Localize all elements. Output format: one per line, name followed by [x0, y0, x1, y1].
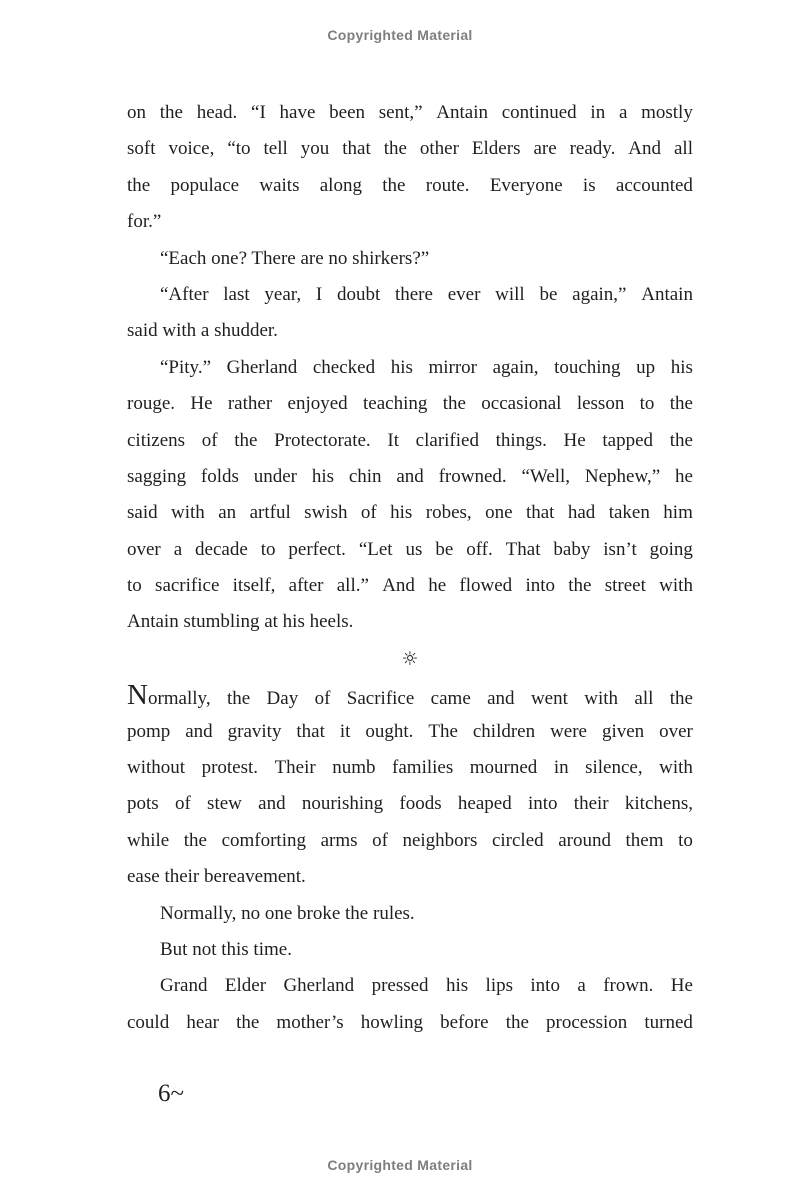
word: there [394, 283, 433, 305]
word: tapped [602, 429, 654, 451]
word: clarified [415, 429, 479, 451]
word: nourishing [301, 793, 384, 815]
word: “I [251, 102, 266, 123]
word: Everyone [489, 174, 563, 196]
word: circled [491, 829, 544, 851]
word: He [670, 975, 693, 997]
word: And [382, 575, 415, 597]
word: other [419, 138, 459, 160]
word: last [223, 283, 250, 305]
word: decade [195, 538, 248, 560]
word: itself, [232, 575, 276, 597]
word: with [659, 575, 693, 597]
word: head. [196, 102, 238, 123]
word: route. [425, 174, 470, 196]
word: frowned. [438, 465, 507, 487]
word: were [550, 720, 587, 742]
word: his [445, 975, 469, 997]
word: before [440, 1011, 489, 1033]
word: into [530, 975, 560, 997]
word: of [174, 793, 191, 815]
word: doubt [336, 283, 381, 305]
word: the [236, 1011, 260, 1033]
word: them [625, 829, 664, 851]
word: He [563, 429, 586, 451]
word: citizens [127, 429, 186, 451]
word: pots [127, 793, 159, 815]
text-line [127, 786, 693, 822]
raised-cap: N [127, 679, 148, 712]
word: “After [160, 283, 209, 305]
body-text [127, 95, 693, 1041]
word: us [405, 538, 423, 560]
word: under [253, 465, 297, 487]
word: with [171, 502, 205, 524]
text-line [127, 968, 693, 1004]
word: and [258, 793, 286, 815]
word: a [577, 975, 586, 997]
word: silence, [585, 757, 643, 779]
text-line [127, 168, 693, 204]
word: Antain [436, 102, 489, 123]
text-line [127, 459, 693, 495]
section-break-ornament: ☼ [401, 647, 419, 670]
word: he [674, 465, 693, 487]
word: all [674, 138, 693, 160]
text-line: said with a shudder. [127, 320, 278, 342]
text-line [127, 350, 693, 386]
word: have [279, 102, 316, 123]
text-line [127, 423, 693, 459]
word: ready. [569, 138, 616, 160]
word: to [678, 829, 693, 851]
word: will [495, 283, 525, 305]
word: teaching [363, 393, 428, 415]
word: Their [274, 757, 316, 779]
text-line [127, 568, 693, 604]
word: him [663, 502, 693, 524]
word: Antain [641, 283, 693, 305]
word: the [505, 1011, 529, 1033]
word: of [360, 502, 377, 524]
word: with [584, 688, 619, 710]
text-line: “Each one? There are no shirkers?” [160, 247, 430, 269]
word: all [634, 688, 654, 710]
word: the [226, 688, 251, 710]
word: that [525, 502, 555, 524]
word: gravity [227, 720, 282, 742]
word: stew [207, 793, 242, 815]
word: Grand [160, 975, 208, 997]
word: lesson [576, 393, 625, 415]
word: his [390, 502, 413, 524]
word: be [539, 283, 558, 305]
word: mostly [641, 102, 693, 123]
word: in [590, 102, 606, 123]
word: numb [332, 757, 376, 779]
word: without [127, 757, 186, 779]
word: the [382, 174, 406, 196]
word: his [670, 356, 693, 378]
word: “Pity.” [160, 356, 212, 378]
word: sagging [127, 465, 187, 487]
word: I [315, 283, 323, 305]
word: while [127, 829, 170, 851]
text-line [127, 495, 693, 531]
word: over [127, 538, 161, 560]
word: It [387, 429, 399, 451]
word: comforting [221, 829, 306, 851]
word: mother’s [276, 1011, 344, 1033]
text-line [127, 714, 693, 750]
word: came [430, 688, 471, 710]
word: artful [249, 502, 291, 524]
word: voice, [168, 138, 215, 160]
word: Day [266, 688, 299, 710]
word: Elders [471, 138, 521, 160]
word: had [567, 502, 596, 524]
word: be [435, 538, 454, 560]
text-line [127, 532, 693, 568]
word: robes, [425, 502, 472, 524]
word: Sacrifice [346, 688, 415, 710]
word: families [392, 757, 454, 779]
word: around [558, 829, 611, 851]
word: accounted [615, 174, 693, 196]
word: kitchens, [624, 793, 693, 815]
word: a [618, 102, 628, 123]
word: said [127, 502, 158, 524]
word: tell [263, 138, 288, 160]
word: children [472, 720, 536, 742]
word: the [568, 575, 592, 597]
word: frown. [603, 975, 654, 997]
word: his [390, 356, 413, 378]
word: Nephew,” [584, 465, 661, 487]
word: all.” [336, 575, 369, 597]
word: enjoyed [287, 393, 348, 415]
word: pressed [371, 975, 429, 997]
word: along [319, 174, 362, 196]
word: and [396, 465, 424, 487]
word: Normally, [127, 679, 211, 712]
word: soft [127, 138, 156, 160]
word: went [530, 688, 568, 710]
word: isn’t [603, 538, 637, 560]
word: year, [264, 283, 302, 305]
word: Gherland [226, 356, 298, 378]
word: been [329, 102, 366, 123]
word: of [201, 429, 218, 451]
word: rather [227, 393, 273, 415]
word: his [311, 465, 334, 487]
page-number: 6~ [158, 1080, 185, 1107]
word: the [669, 429, 693, 451]
word: in [553, 757, 569, 779]
word: sent,” [378, 102, 423, 123]
word: Gherland [283, 975, 355, 997]
word: “to [227, 138, 251, 160]
word: chin [348, 465, 382, 487]
word: the [383, 138, 407, 160]
word: foods [399, 793, 442, 815]
word: neighbors [402, 829, 478, 851]
text-line: ease their bereavement. [127, 866, 306, 888]
word: ever [447, 283, 481, 305]
text-line: Antain stumbling at his heels. [127, 611, 354, 633]
copyright-notice-bottom: Copyrighted Material [327, 1157, 473, 1173]
word: the [234, 429, 258, 451]
word: street [604, 575, 646, 597]
word: of [372, 829, 388, 851]
text-line [127, 131, 693, 167]
word: again,” [572, 283, 627, 305]
word: waits [259, 174, 300, 196]
word: Elder [224, 975, 267, 997]
word: mourned [469, 757, 538, 779]
text-line [127, 386, 693, 422]
word: given [601, 720, 645, 742]
word: over [659, 720, 693, 742]
word: “Let [358, 538, 393, 560]
word: heaped [457, 793, 512, 815]
text-line: for.” [127, 211, 162, 233]
word: populace [170, 174, 240, 196]
word: touching [554, 356, 621, 378]
text-line [127, 95, 693, 131]
word: with [659, 757, 693, 779]
word: sacrifice [155, 575, 220, 597]
word: and [185, 720, 213, 742]
word: perfect. [288, 538, 346, 560]
copyright-notice-top: Copyrighted Material [327, 27, 473, 43]
word: the [127, 174, 151, 196]
word: the [442, 393, 466, 415]
word: occasional [481, 393, 562, 415]
word: mirror [428, 356, 477, 378]
word: into [525, 575, 555, 597]
word: ought. [365, 720, 414, 742]
word: checked [312, 356, 376, 378]
word: procession [546, 1011, 628, 1033]
word: things. [495, 429, 547, 451]
word: to [260, 538, 276, 560]
word: the [159, 102, 183, 123]
word: after [288, 575, 324, 597]
word: a [173, 538, 183, 560]
word: to [639, 393, 655, 415]
word: the [183, 829, 207, 851]
word: to [127, 575, 142, 597]
word: again, [492, 356, 539, 378]
word: continued [501, 102, 577, 123]
text-line: Normally, no one broke the rules. [160, 902, 415, 924]
word: hear [186, 1011, 220, 1033]
word: their [573, 793, 609, 815]
word: an [218, 502, 237, 524]
word: and [487, 688, 515, 710]
word: “Well, [521, 465, 571, 487]
word: baby [553, 538, 591, 560]
word: going [649, 538, 693, 560]
word: folds [200, 465, 239, 487]
word: it [339, 720, 351, 742]
word: into [527, 793, 558, 815]
word: taken [608, 502, 650, 524]
word: protest. [201, 757, 259, 779]
word: Protectorate. [274, 429, 371, 451]
text-line [127, 277, 693, 313]
word: the [669, 688, 693, 710]
word: He [190, 393, 213, 415]
text-line [127, 1005, 693, 1041]
text-line [127, 750, 693, 786]
word: And [628, 138, 662, 160]
word: lips [485, 975, 513, 997]
word: the [669, 393, 693, 415]
word: flowed [459, 575, 513, 597]
word: arms [320, 829, 358, 851]
text-line [127, 823, 693, 859]
word: off. [466, 538, 493, 560]
word: The [428, 720, 458, 742]
word: rouge. [127, 393, 176, 415]
word: you [300, 138, 330, 160]
word: on [127, 102, 146, 123]
word: swish [304, 502, 348, 524]
word: are [533, 138, 557, 160]
word: that [342, 138, 371, 160]
word: howling [360, 1011, 423, 1033]
word: is [582, 174, 596, 196]
word: turned [644, 1011, 693, 1033]
word: pomp [127, 720, 171, 742]
word: that [296, 720, 325, 742]
word: up [636, 356, 656, 378]
word: of [314, 688, 331, 710]
word: That [505, 538, 541, 560]
text-line: But not this time. [160, 938, 292, 960]
word: one [485, 502, 513, 524]
word: he [428, 575, 447, 597]
text-line [127, 677, 693, 713]
word: could [127, 1011, 170, 1033]
